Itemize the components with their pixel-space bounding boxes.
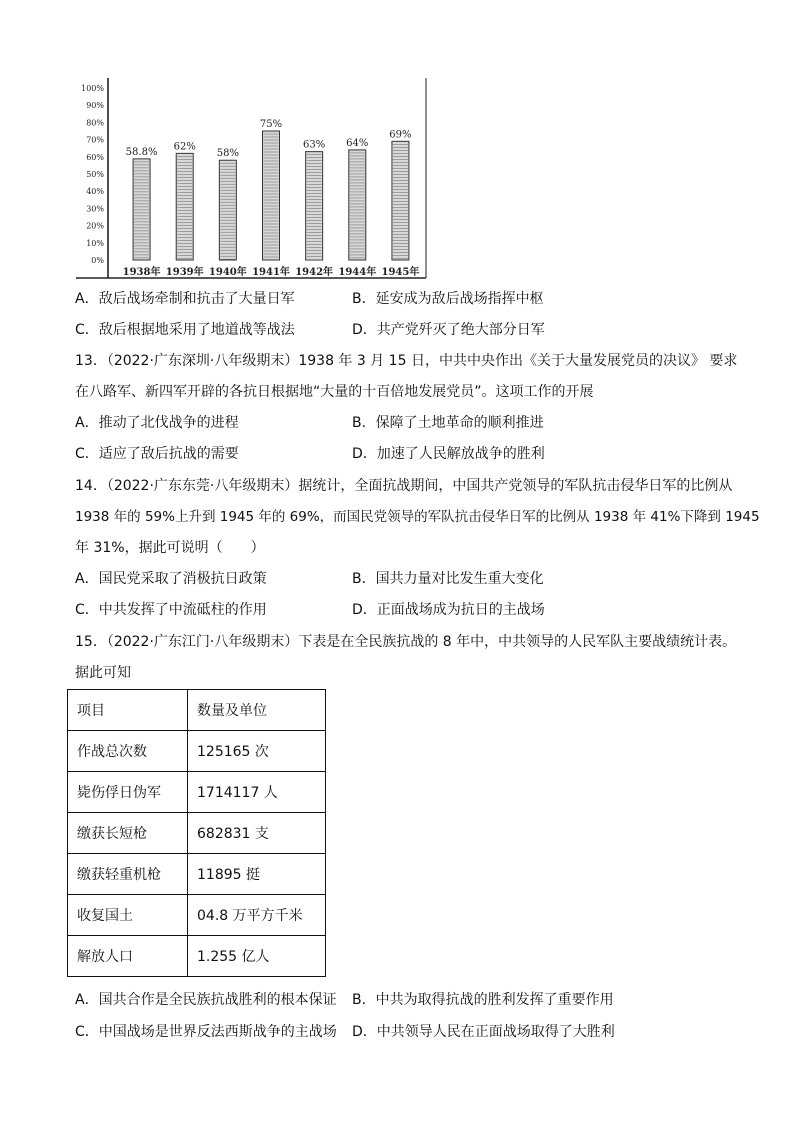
- x-tick-label: 1942年: [295, 267, 334, 278]
- q15-stem-line1: 15．（2022·广东江门·八年级期末）下表是在全民族抗战的 8 年中，中共领导的人民军队主要战绩统计表。: [75, 634, 737, 650]
- q13-stem-line2: 在八路军、新四军开辟的各抗日根据地“大量的十百倍地发展党员”。这项工作的开展: [75, 384, 594, 400]
- q14-option-d[interactable]: D．正面战场成为抗日的主战场: [352, 602, 545, 618]
- y-tick-label: 40%: [86, 187, 104, 197]
- bar: [176, 153, 193, 260]
- q12-option-a[interactable]: A．敌后战场牵制和抗击了大量日军: [75, 291, 295, 307]
- table-row: [68, 895, 326, 936]
- y-tick-label: 0%: [91, 256, 104, 265]
- table-cell: 毙伤俘日伪军: [68, 772, 188, 813]
- q12-option-c[interactable]: C．敌后根据地采用了地道战等战法: [75, 322, 295, 338]
- q13-option-b[interactable]: B．保障了土地革命的顺利推进: [352, 415, 544, 431]
- q14-stem-line2: 1938 年的 59%上升到 1945 年的 69%，而国民党领导的军队抗击侵华日军的比例从 1938 年 41%下降到 1945: [75, 509, 760, 525]
- q13-option-a[interactable]: A．推动了北伐战争的进程: [75, 415, 239, 431]
- x-tick-label: 1940年: [208, 267, 247, 278]
- bar: [349, 150, 366, 260]
- table-cell: 04.8 万平方千米: [188, 895, 326, 936]
- table-cell: 缴获长短枪: [68, 813, 188, 854]
- q13-option-d[interactable]: D．加速了人民解放战争的胜利: [352, 446, 545, 462]
- bar-data-label: 58.8%: [125, 146, 158, 158]
- q15-stem-line2: 据此可知: [75, 665, 131, 681]
- x-tick-label: 1941年: [252, 267, 290, 278]
- q15-option-c[interactable]: C．中国战场是世界反法西斯战争的主战场: [75, 1024, 337, 1040]
- q14-option-a[interactable]: A．国民党采取了消极抗日政策: [75, 571, 267, 587]
- x-tick-label: 1945年: [381, 267, 420, 278]
- q14-stem-line1: 14．（2022·广东东莞·八年级期末）据统计，全面抗战期间，中国共产党领导的军队抗击侵华日军的比例从: [75, 478, 733, 494]
- y-tick-label: 20%: [86, 221, 104, 231]
- x-tick-label: 1944年: [338, 267, 377, 278]
- table-row: [68, 731, 326, 772]
- table-row: [68, 813, 326, 854]
- y-tick-label: 10%: [86, 238, 104, 248]
- table-cell: 1714117 人: [188, 772, 326, 813]
- table-row: [68, 854, 326, 895]
- table-header-row: [68, 690, 326, 731]
- table-cell: 11895 挺: [188, 854, 326, 895]
- bar-data-label: 58%: [216, 148, 239, 160]
- q14-option-c[interactable]: C．中共发挥了中流砥柱的作用: [75, 602, 267, 618]
- q15-option-b[interactable]: B．中共为取得抗战的胜利发挥了重要作用: [352, 992, 614, 1008]
- table-header-cell: 项目: [68, 690, 188, 731]
- bar-data-label: 63%: [303, 139, 326, 151]
- table-cell: 682831 支: [188, 813, 326, 854]
- bar-chart: [70, 70, 430, 282]
- bar-data-label: 64%: [346, 137, 369, 149]
- y-tick-label: 50%: [86, 170, 104, 179]
- bar-data-label: 75%: [259, 119, 283, 130]
- y-tick-label: 30%: [86, 204, 104, 214]
- q15-option-d[interactable]: D．中共领导人民在正面战场取得了大胜利: [352, 1024, 615, 1040]
- x-tick-label: 1938年: [122, 267, 161, 278]
- y-tick-label: 80%: [86, 118, 104, 128]
- q14-stem-line3: 年 31%，据此可说明（ ）: [75, 540, 265, 556]
- y-tick-label: 90%: [86, 101, 104, 111]
- x-axis: [76, 78, 426, 278]
- table-cell: 解放人口: [68, 936, 188, 977]
- table-header-cell: 数量及单位: [188, 690, 326, 731]
- y-tick-label: 70%: [86, 135, 104, 145]
- q14-option-b[interactable]: B．国共力量对比发生重大变化: [352, 571, 544, 587]
- table-cell: 收复国土: [68, 895, 188, 936]
- table-cell: 作战总次数: [68, 731, 188, 772]
- q12-option-d[interactable]: D．共产党歼灭了绝大部分日军: [352, 322, 545, 338]
- table-cell: 缴获轻重机枪: [68, 854, 188, 895]
- bar-data-label: 62%: [173, 141, 196, 153]
- q13-stem-line1: 13．（2022·广东深圳·八年级期末）1938 年 3 月 15 日，中共中央作出《关于大量发展党员的决议》 要求: [75, 353, 738, 369]
- table-cell: 1.255 亿人: [188, 936, 326, 977]
- stats-table: [67, 689, 326, 977]
- y-tick-label: 60%: [86, 152, 104, 162]
- y-axis: [81, 78, 108, 278]
- table-row: [68, 936, 326, 977]
- bar-data-label: 69%: [389, 129, 412, 141]
- table-cell: 125165 次: [188, 731, 326, 772]
- q13-option-c[interactable]: C．适应了敌后抗战的需要: [75, 446, 239, 462]
- x-tick-label: 1939年: [165, 267, 204, 278]
- y-tick-label: 100%: [81, 84, 104, 93]
- table-row: [68, 772, 326, 813]
- q15-option-a[interactable]: A．国共合作是全民族抗战胜利的根本保证: [75, 992, 337, 1008]
- bar: [263, 131, 280, 260]
- q12-option-b[interactable]: B．延安成为敌后战场指挥中枢: [352, 291, 544, 307]
